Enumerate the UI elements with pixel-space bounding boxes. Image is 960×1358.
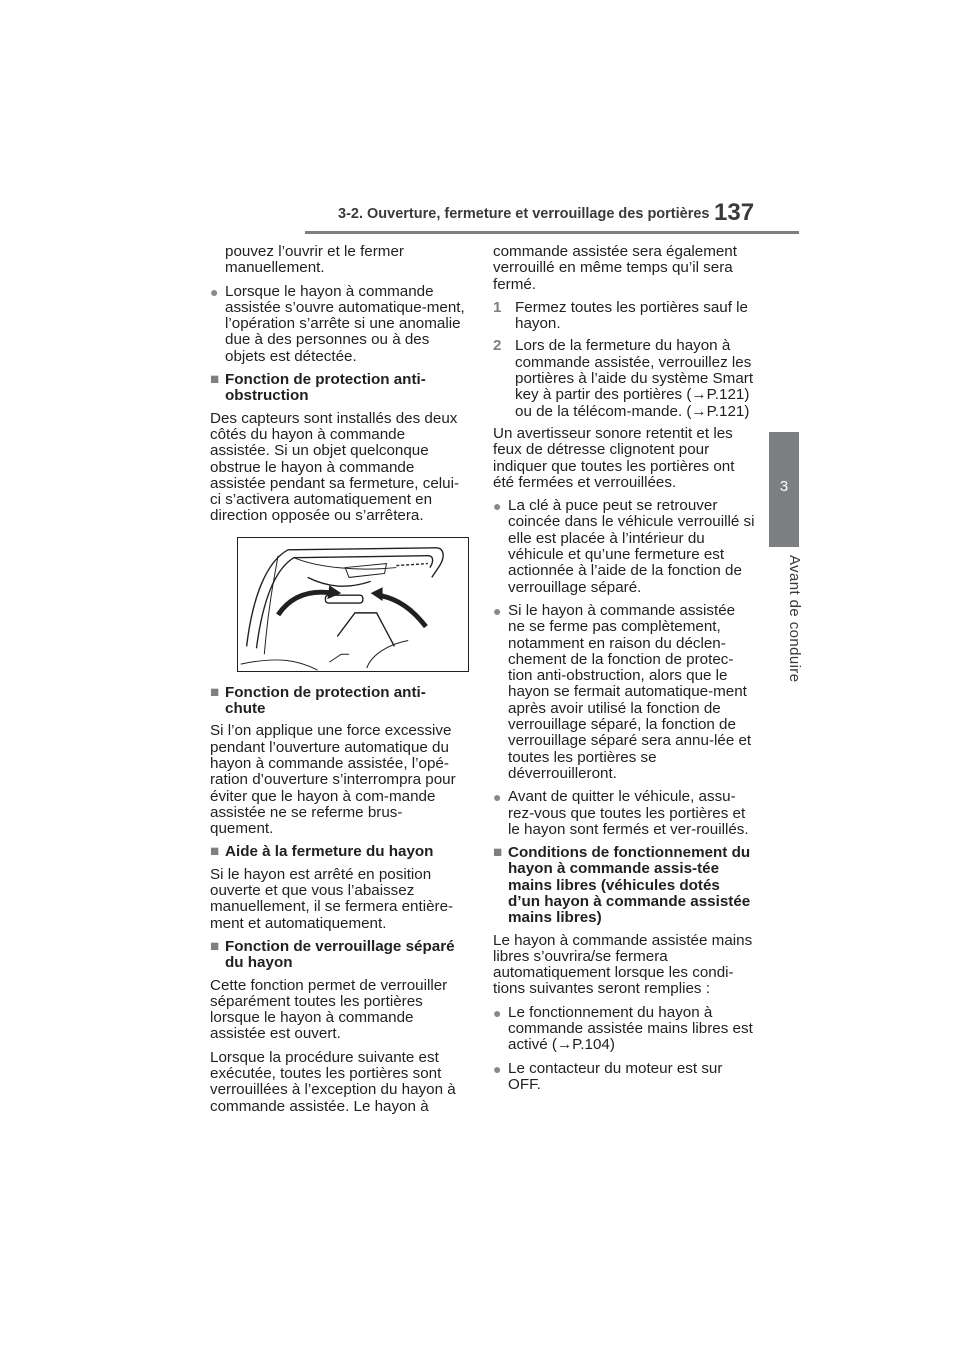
step-number: 1: [493, 298, 502, 316]
continuation-text: commande assistée sera également verrouillé en même temps qu’il sera fermé.: [493, 243, 737, 293]
paragraph: Lorsque la procédure suivante est exécutée, toutes les portières sont verrouillées à l’exception du hayon à commande assistée. Le hayon à: [210, 1048, 456, 1115]
tailgate-illustration: [238, 538, 468, 671]
page-number: 137: [714, 199, 755, 226]
bullet-dot-icon: ●: [493, 1004, 502, 1021]
heading-text: Fonction de protection anti-chute: [225, 683, 426, 718]
bullet-item: [493, 603, 755, 782]
bullet-item: [493, 1005, 755, 1054]
paragraph: Le hayon à commande assistée mains libres s’ouvrira/se fermera automatiquement lorsque les condi-tions suivantes seront remplies :: [493, 931, 753, 998]
step-item: [493, 300, 755, 333]
square-bullet-icon: ■: [210, 937, 220, 955]
step-item: [493, 338, 755, 419]
bullet-text: Lorsque le hayon à commande assistée s’ouvre automatique-ment, l’opération s’arrête si une anomalie due à des personnes ou à des objets est détectée.: [225, 282, 465, 365]
bullet-dot-icon: ●: [210, 283, 219, 300]
paragraph: Cette fonction permet de verrouiller séparément toutes les portières lorsque le hayon à commande assistée est ouvert.: [210, 976, 448, 1043]
bullet-dot-icon: ●: [493, 602, 502, 619]
heading-text: Aide à la fermeture du hayon: [225, 843, 434, 861]
bullet-dot-icon: ●: [493, 789, 502, 806]
left-column: [210, 244, 465, 1122]
bullet-item: [493, 1061, 755, 1094]
bullet-text: Avant de quitter le véhicule, assu-rez-vous que toutes les portières et le hayon sont fermés et ver-rouillés.: [508, 788, 749, 838]
bullet-text: Si le hayon à commande assistée ne se ferme pas complètement, notamment en raison du déclen-chement de la fonction de protec-tion anti-obstruction, alors que le hayon se fermait automatique-ment après avoir utilisé la fonction de verrouillage séparé, la fonction de verrouillage séparé sera annu-lée et toutes les portières se déverrouilleront.: [508, 601, 752, 782]
heading-anti-chute: [210, 685, 465, 718]
bullet-dot-icon: ●: [493, 498, 502, 515]
chapter-tab: [769, 432, 799, 547]
paragraph: Un avertisseur sonore retentit et les feux de détresse clignotent pour indiquer que toutes les portières ont été fermées et verrouillées.: [493, 424, 735, 491]
bullet-text: La clé à puce peut se retrouver coincée dans le véhicule verrouillé si elle est placée à l’intérieur du véhicule et qu’une fermeture est actionnée à l’aide de la fonction de verrouillage séparé.: [508, 497, 755, 596]
step-text: Fermez toutes les portières sauf le hayon.: [515, 298, 748, 333]
heading-conditions: [493, 845, 755, 926]
heading-text: Fonction de protection anti-obstruction: [225, 371, 426, 405]
bullet-dot-icon: ●: [493, 1060, 502, 1077]
paragraph: Des capteurs sont installés des deux côtés du hayon à commande assistée. Si un objet quelconque obstrue le hayon à commande assistée pendant sa fermeture, celui-ci s’activera automatiquement en direction opposée ou s’arrêtera.: [210, 409, 460, 525]
step-number: 2: [493, 337, 502, 355]
square-bullet-icon: ■: [493, 844, 503, 862]
bullet-text: Le fonctionnement du hayon à commande assistée mains libres est activé (→P.104): [508, 1003, 753, 1054]
heading-aide-fermeture: [210, 844, 465, 860]
square-bullet-icon: ■: [210, 683, 220, 701]
chapter-tab-number: 3: [779, 478, 789, 495]
bullet-item: [493, 498, 755, 596]
square-bullet-icon: ■: [210, 843, 220, 861]
heading-text: Conditions de fonctionnement du hayon à commande assis-tée mains libres (véhicules dotés d’un hayon à commande assistée mains libres): [508, 844, 751, 927]
chapter-label: Avant de conduire: [786, 555, 803, 683]
square-bullet-icon: ■: [210, 371, 220, 389]
section-header-title: 3-2. Ouverture, fermeture et verrouillage des portières: [338, 206, 710, 222]
paragraph: Si l’on applique une force excessive pendant l’ouverture automatique du hayon à commande assistée, l’opé-ration d’ouverture s’interrompra pour éviter que le hayon à com-mande assistée ne se referme brus-quement.: [210, 722, 456, 838]
header-rule: [305, 231, 799, 234]
continuation-text: pouvez l’ouvrir et le fermer manuellement.: [225, 243, 404, 277]
paragraph: Si le hayon est arrêté en position ouverte et que vous l’abaissez manuellement, il se fermera entière-ment et automatiquement.: [210, 865, 454, 932]
heading-text: Fonction de verrouillage séparé du hayon: [225, 937, 455, 972]
bullet-item: [210, 284, 465, 365]
heading-verrouillage-separe: [210, 939, 465, 972]
bullet-text: Le contacteur du moteur est sur OFF.: [508, 1059, 723, 1093]
right-column: [493, 244, 755, 1100]
step-text: Lors de la fermeture du hayon à commande assistée, verrouillez les portières à l’aide du système Smart key à partir des portières (→P.121) ou de la télécom-mande. (→P.121): [515, 337, 754, 420]
tailgate-sensor-figure: [237, 537, 469, 672]
bullet-item: [493, 789, 755, 838]
heading-anti-obstruction: [210, 372, 465, 405]
